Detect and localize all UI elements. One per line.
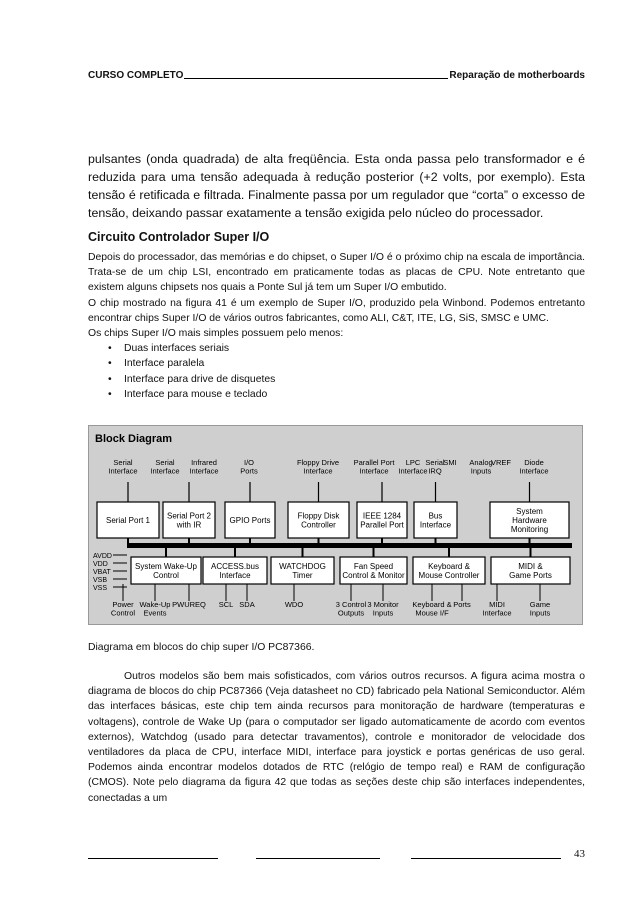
top-block-label: System Hardware Monitoring [510, 507, 549, 534]
top-block-label: Floppy Disk Controller [297, 511, 340, 530]
internal-bus [127, 543, 572, 548]
bottom-signal-label: Keyboard & Mouse I/F [412, 600, 452, 618]
top-block-label: IEEE 1284 Parallel Port [360, 511, 404, 530]
feature-list [88, 341, 585, 402]
top-signal-label: Floppy Drive Interface [296, 458, 340, 476]
top-signal-label: Diode Interface [519, 458, 549, 476]
bottom-block-label: Fan Speed Control & Monitor [342, 562, 405, 580]
top-block-label: Serial Port 2 with IR [166, 511, 212, 530]
power-pin-label: VSS [93, 585, 108, 592]
list-item: • Interface para drive de disquetes [124, 372, 585, 387]
figure-caption: Diagrama em blocos do chip super I/O PC87366. [88, 642, 315, 653]
page-footer [88, 848, 585, 869]
power-pin-label: AVDD [93, 553, 112, 560]
top-block-label: Bus Interface [419, 511, 452, 530]
top-signal-label: Parallel Port Interface [353, 458, 395, 476]
intro-paragraph [88, 150, 585, 222]
top-signal-label: Analog Inputs [469, 458, 493, 476]
bottom-signal-label: Ports [453, 600, 471, 609]
top-block-label: Serial Port 1 [105, 516, 151, 525]
top-signal-label: Infrared Interface [189, 458, 219, 476]
bottom-signal-label: Wake-Up Events [139, 600, 171, 618]
top-signal-label: SMI [443, 458, 457, 467]
top-signal-label: LPC Interface [398, 458, 428, 476]
bottom-signal-label: PWUREQ [172, 600, 206, 609]
bottom-signal-label: SDA [239, 600, 255, 609]
top-signal-label: Serial Interface [150, 458, 180, 476]
diagram-title: Block Diagram [95, 433, 173, 445]
body-paragraph-3: Os chips Super I/O mais simples possuem pelo menos: [88, 328, 344, 340]
bottom-block-label: System Wake-Up Control [135, 562, 197, 580]
power-pin-label: VBAT [93, 569, 111, 576]
footer-rule [411, 858, 561, 859]
header-subject: Reparação de motherboards [449, 70, 585, 81]
list-item: • Duas interfaces seriais [124, 341, 585, 356]
bottom-signal-label: 3 Control Outputs [335, 600, 367, 618]
bottom-block-label: WATCHDOG Timer [279, 562, 326, 580]
power-pin-label: VDD [93, 561, 108, 568]
header-rule [184, 70, 448, 79]
closing-text: Outros modelos são bem mais sofisticados, com vários outros recursos. A figura acima mostra o diagrama de blocos do chip PC87366 (Veja datasheet no CD) fabricado pela National Semiconductor. Além das interfaces básicas, este chip tem ainda recursos para monitoração de hardware (temperaturas e voltagens), controle de Wake Up (para o computador ser ligado automaticamente de acordo com eventos externos), Watchdog (usado para detectar travamentos), controle e monitorador de velocidade dos ventiladores da placa de CPU, interface MIDI, interface para joystick e portas genéricas de uso geral. Podemos ainda encontrar modelos dotados de RTC (relógio de tempo real) e RAM de configuração (CMOS). Note pelo diagrama da figura 42 que todas as seções deste chip são interfaces independentes, conectadas a um [88, 671, 585, 804]
list-item: • Interface paralela [124, 356, 585, 371]
top-signal-label: Serial Interface [108, 458, 138, 476]
body-paragraph-2: O chip mostrado na figura 41 é um exemplo de Super I/O, produzido pela Winbond. Podemos entretanto encontrar chips Super I/O de vários outros fabricantes, como ALI, C&T, ITE, LG, SiS, SMSC e UMC. [88, 297, 585, 324]
page-header [88, 70, 585, 81]
bottom-block-label: ACCESS.bus Interface [210, 562, 260, 580]
bottom-block-label: Keyboard & Mouse Controller [418, 562, 480, 580]
bottom-signal-label: SCL [218, 600, 234, 609]
footer-rule [88, 858, 218, 859]
block-diagram-figure [88, 425, 583, 625]
page-number: 43 [574, 848, 585, 860]
power-pin-label: VSB [93, 577, 108, 584]
list-item: • Interface para mouse e teclado [124, 387, 585, 402]
header-course-title: CURSO COMPLETO [88, 70, 184, 81]
bottom-signal-label: Game Inputs [529, 600, 551, 618]
bottom-block-label: MIDI & Game Ports [509, 562, 552, 580]
bottom-signal-label: Power Control [110, 600, 136, 618]
section-title: Circuito Controlador Super I/O [88, 230, 270, 244]
footer-rule [256, 858, 380, 859]
section-body [88, 250, 585, 402]
body-paragraph-1: Depois do processador, das memórias e do chipset, o Super I/O é o próximo chip na escala de importância. Trata-se de um chip LSI, encontrado em praticamente todas as placas de CPU. Note entretanto que existem alguns chipsets nos quais a Ponte Sul já tem um Super I/O embutido. [88, 252, 585, 294]
bottom-signal-label: MIDI Interface [482, 600, 512, 618]
closing-paragraph [88, 669, 585, 806]
bottom-signal-label: 3 Monitor Inputs [367, 600, 399, 618]
top-signal-label: Serial IRQ [425, 458, 445, 476]
block-diagram-svg [89, 426, 582, 624]
bottom-signal-label: WDO [284, 600, 304, 609]
top-signal-label: I/O Ports [240, 458, 258, 476]
intro-text: pulsantes (onda quadrada) de alta freqüência. Esta onda passa pelo transformador e é reduzida para uma tensão adequada à redução posterior (+2 volts, por exemplo). Esta tensão é retificada e filtrada. Finalmente passa por um regulador que “corta” o excesso de tensão, deixando passar exatamente a tensão exigida pelo núcleo do processador. [88, 152, 585, 220]
top-block-label: GPIO Ports [229, 516, 271, 525]
top-signal-label: VREF [490, 458, 512, 467]
